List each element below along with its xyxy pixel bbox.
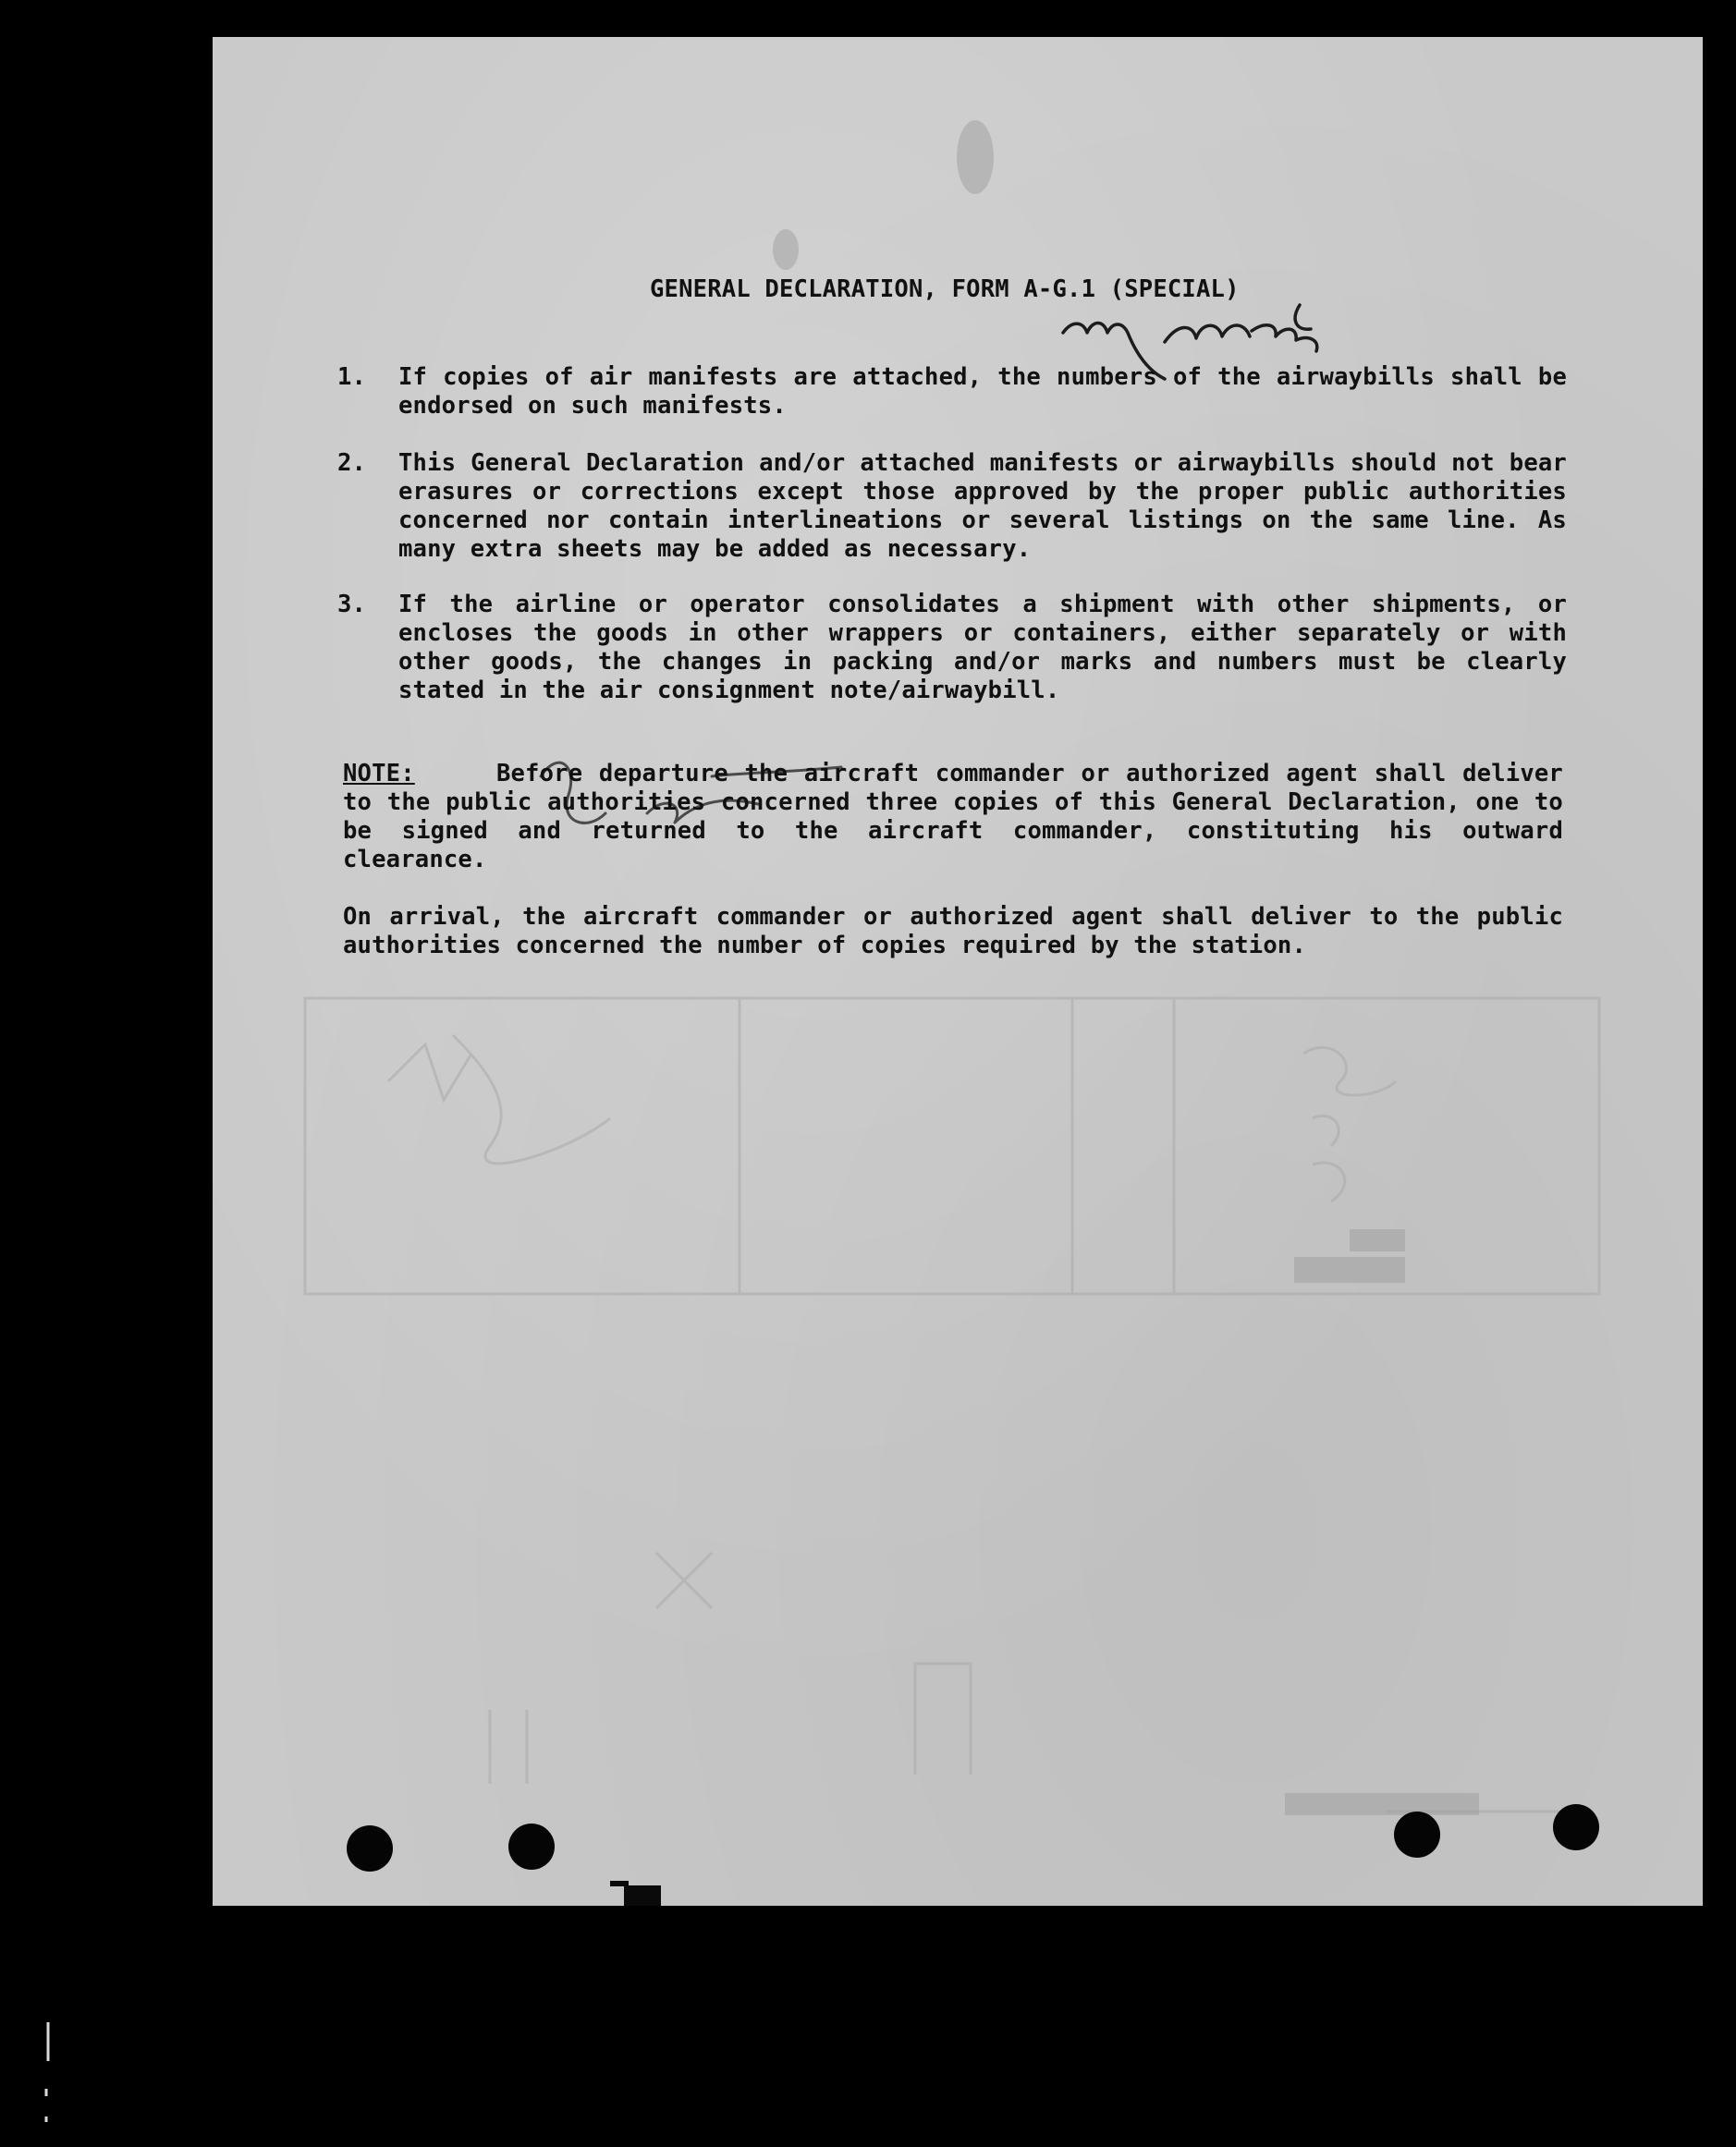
punch-hole: [347, 1825, 393, 1872]
form-title: GENERAL DECLARATION, FORM A-G.1 (SPECIAL): [650, 275, 1240, 303]
item-number: 2.: [337, 449, 367, 477]
note-label: NOTE:: [343, 760, 415, 787]
item-text: This General Declaration and/or attached manifests or airwaybills should not bear erasures or corrections except those approved by the proper public authorities concerned nor contain interlineations or several listings on the same line. As many extra sheets may be added as necessary.: [398, 449, 1567, 563]
item-text: If copies of air manifests are attached, the numbers of the airwaybills shall be endorsed on such manifests.: [398, 363, 1567, 420]
punch-hole: [1394, 1812, 1440, 1858]
document-page: [213, 37, 1703, 1906]
bleed-through-marks: [213, 37, 1703, 1906]
instruction-item-1: [337, 363, 1567, 421]
arrival-paragraph: On arrival, the aircraft commander or authorized agent shall deliver to the public authorities concerned the number of copies required by the station.: [343, 903, 1563, 959]
punch-hole: [1553, 1804, 1599, 1850]
instruction-item-3: [337, 591, 1567, 705]
instruction-item-2: [337, 449, 1567, 564]
note-paragraph: [343, 760, 1563, 874]
note-text: Before departure the aircraft commander or authorized agent shall deliver to the public authorities concerned three copies of this General Declaration, one to be signed and returned to the aircraft commander, constituting his outward clearance.: [343, 760, 1563, 873]
item-number: 3.: [337, 591, 367, 618]
bottom-edge-marks: [213, 37, 1703, 1906]
item-number: 1.: [337, 363, 367, 391]
item-text: If the airline or operator consolidates a shipment with other shipments, or encloses the goods in other wrappers or containers, either separately or with other goods, the changes in packing and/or marks and numbers must be clearly stated in the air consignment note/airwaybill.: [398, 591, 1567, 704]
handwritten-signature: [213, 37, 1703, 1906]
punch-hole: [508, 1824, 555, 1870]
